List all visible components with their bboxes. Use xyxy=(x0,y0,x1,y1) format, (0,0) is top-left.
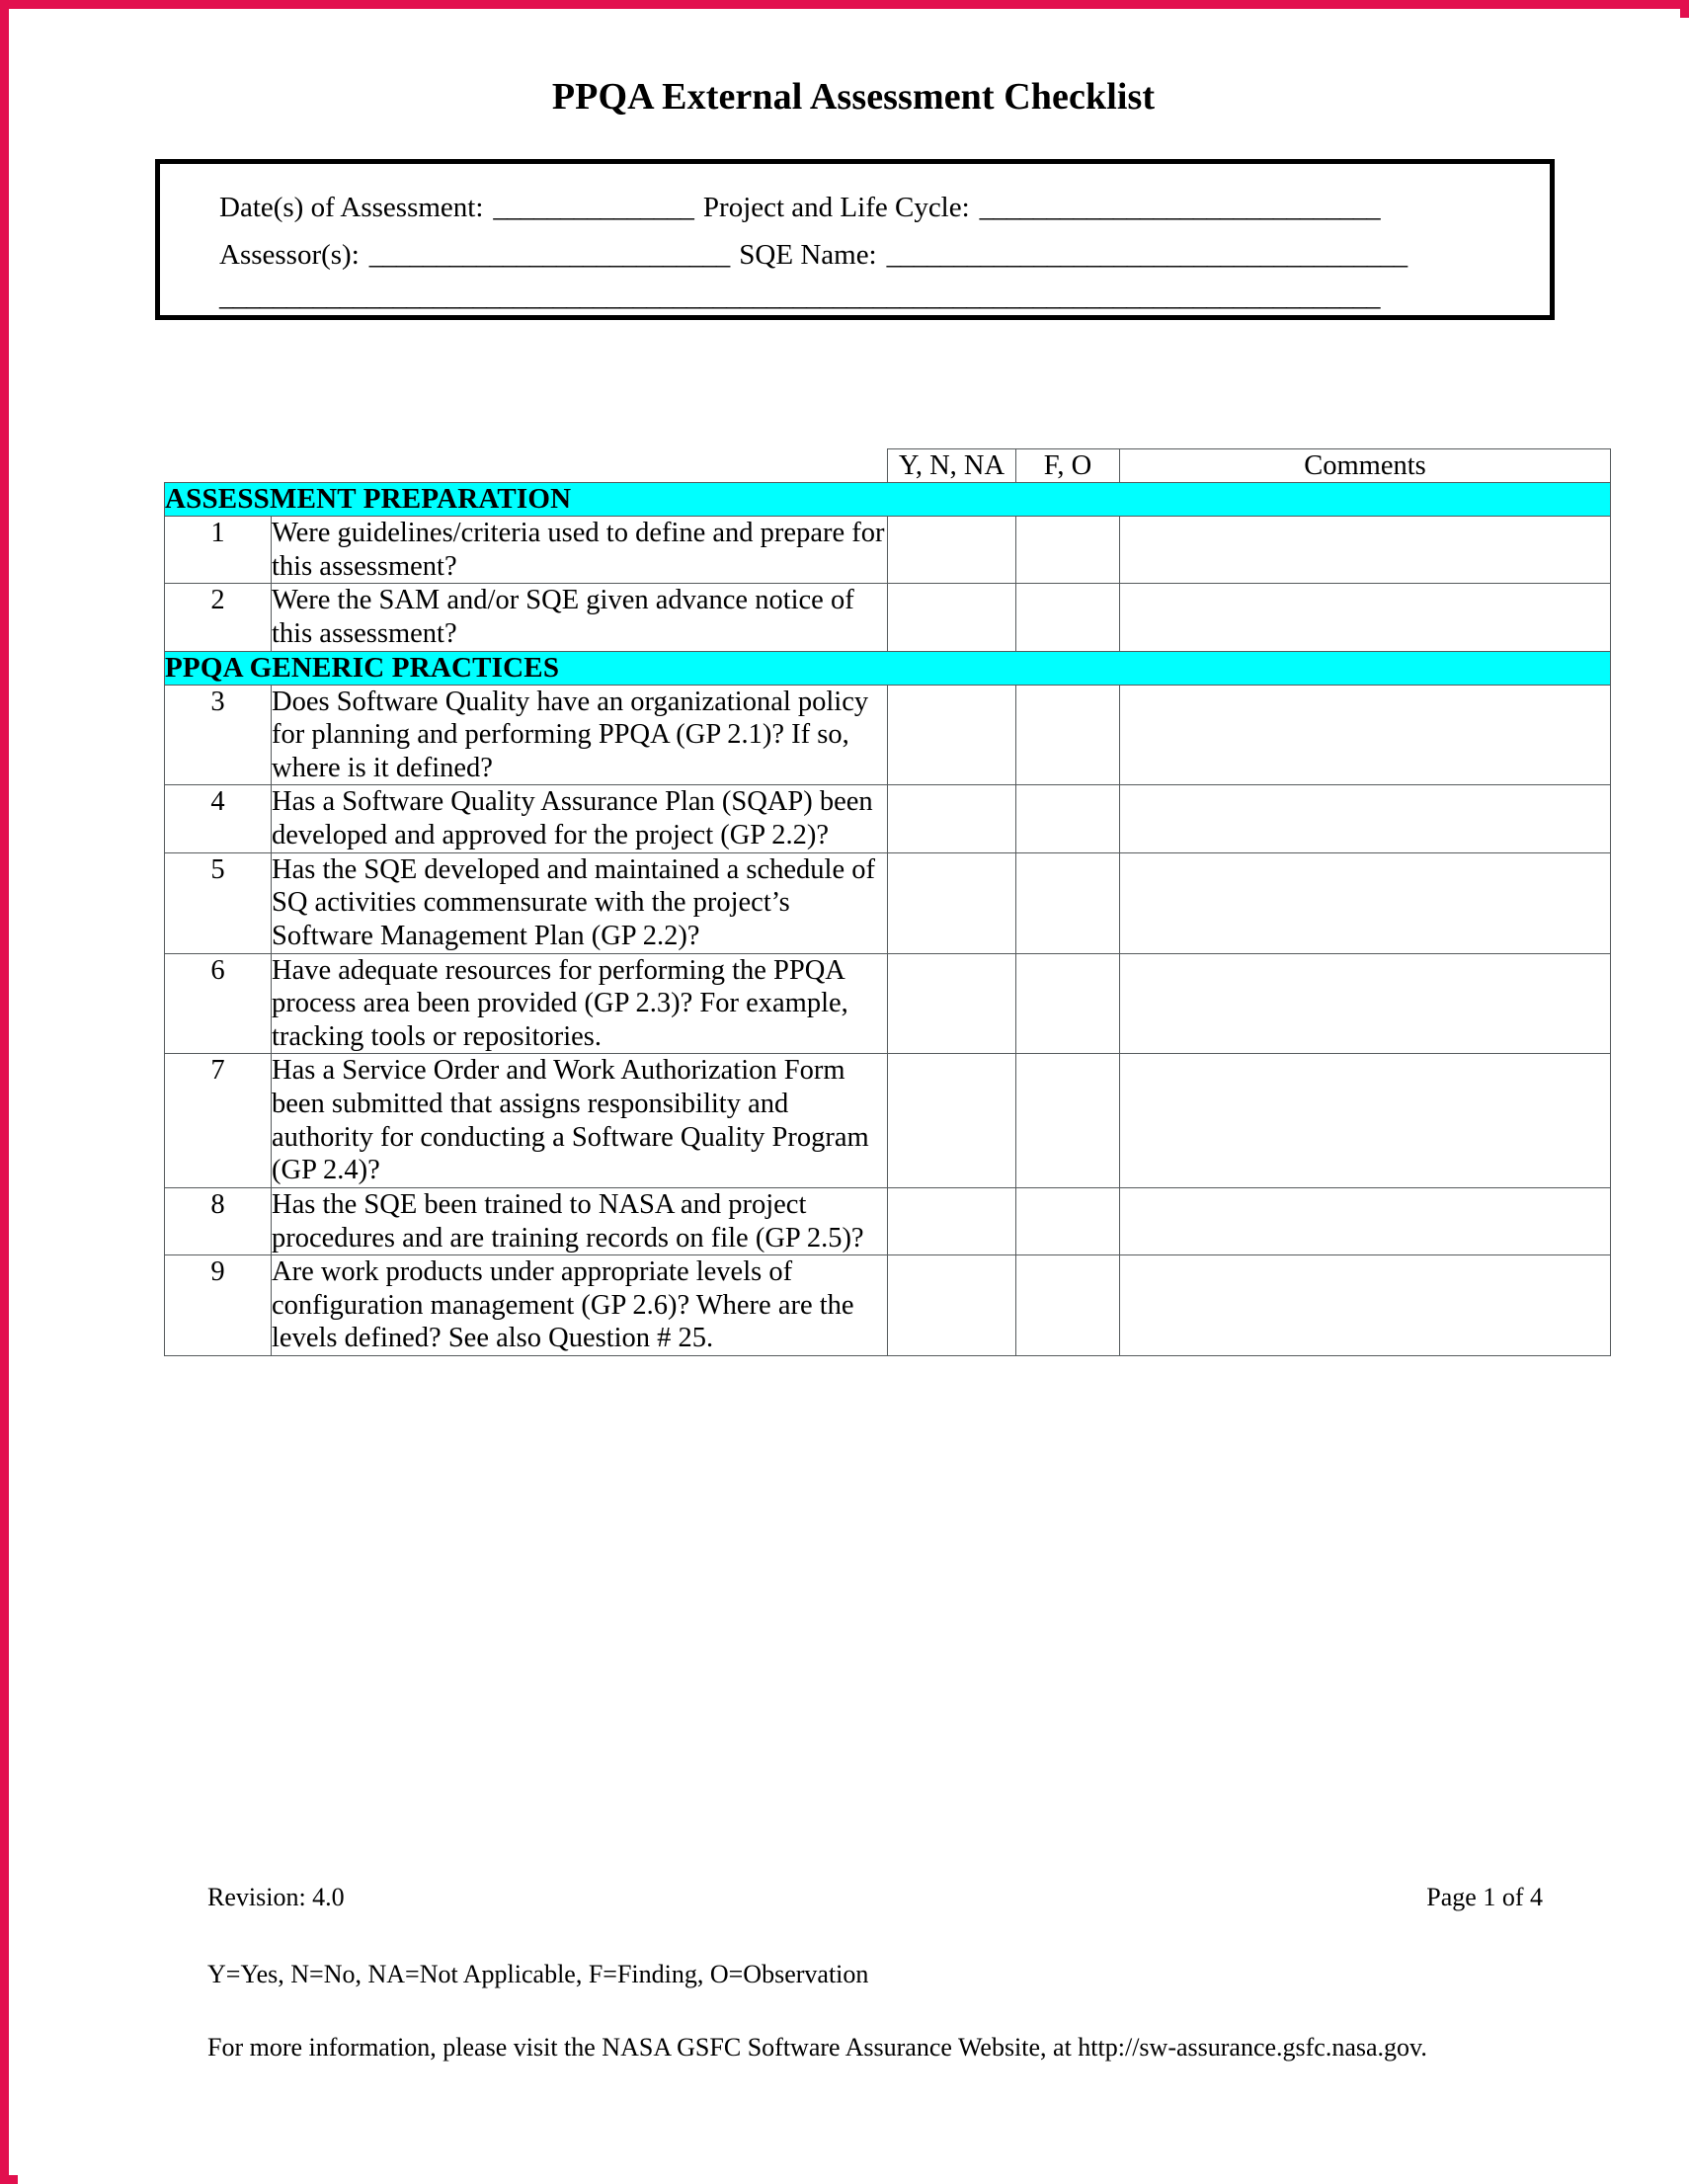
row-comments-input[interactable] xyxy=(1120,584,1611,651)
row-fo-input[interactable] xyxy=(1016,1054,1120,1188)
row-ynna-input[interactable] xyxy=(888,1054,1016,1188)
row-comments-input[interactable] xyxy=(1120,1054,1611,1188)
legend-text: Y=Yes, N=No, NA=Not Applicable, F=Finding, O=Observation xyxy=(207,1960,869,1988)
row-fo-input[interactable] xyxy=(1016,852,1120,953)
row-ynna-input[interactable] xyxy=(888,852,1016,953)
row-comments-input[interactable] xyxy=(1120,1187,1611,1254)
row-question: Have adequate resources for performing the PPQA process area been provided (GP 2.3)? For example, tracking tools or repositories. xyxy=(272,953,888,1054)
row-question: Has the SQE developed and maintained a schedule of SQ activities commensurate with the project’s Software Management Plan (GP 2.2)? xyxy=(272,852,888,953)
sqe-name-label: SQE Name: xyxy=(739,239,877,271)
row-question: Are work products under appropriate levels of configuration management (GP 2.6)? Where are the levels defined? See also Question # 25. xyxy=(272,1255,888,1356)
row-number: 6 xyxy=(165,953,272,1054)
header-number-blank xyxy=(165,449,272,483)
date-of-assessment-label: Date(s) of Assessment: xyxy=(219,192,484,223)
section-header-row xyxy=(165,483,1611,517)
row-fo-input[interactable] xyxy=(1016,1255,1120,1356)
assessment-header-box xyxy=(155,159,1555,320)
table-row xyxy=(165,953,1611,1054)
row-fo-input[interactable] xyxy=(1016,517,1120,584)
header-line-extra xyxy=(219,281,1380,313)
section-label-assessment-preparation: ASSESSMENT PREPARATION xyxy=(165,483,1611,517)
row-comments-input[interactable] xyxy=(1120,517,1611,584)
table-row xyxy=(165,1054,1611,1188)
row-number: 9 xyxy=(165,1255,272,1356)
header-ynna: Y, N, NA xyxy=(888,449,1016,483)
row-comments-input[interactable] xyxy=(1120,852,1611,953)
row-comments-input[interactable] xyxy=(1120,785,1611,852)
project-life-cycle-field[interactable]: ______________________________ xyxy=(979,192,1380,223)
sqe-name-field[interactable]: _______________________________________ xyxy=(886,239,1408,271)
row-question: Does Software Quality have an organizational policy for planning and performing PPQA (GP 2.1)? If so, where is it defined? xyxy=(272,685,888,785)
section-label-ppqa-generic-practices: PPQA GENERIC PRACTICES xyxy=(165,651,1611,685)
row-number: 2 xyxy=(165,584,272,651)
row-number: 4 xyxy=(165,785,272,852)
document-sheet xyxy=(18,18,1689,2184)
row-fo-input[interactable] xyxy=(1016,953,1120,1054)
table-row xyxy=(165,785,1611,852)
header-question-blank xyxy=(272,449,888,483)
page-title: PPQA External Assessment Checklist xyxy=(551,76,1156,118)
page-footer xyxy=(18,1883,1689,2062)
row-question: Were guidelines/criteria used to define and prepare for this assessment? xyxy=(272,517,888,584)
row-number: 3 xyxy=(165,685,272,785)
table-row xyxy=(165,685,1611,785)
table-row xyxy=(165,1187,1611,1254)
extra-blank-field[interactable]: _______________________________________________________________________________________ xyxy=(219,281,1380,312)
footer-top-row xyxy=(18,1883,1689,1922)
table-row xyxy=(165,852,1611,953)
row-fo-input[interactable] xyxy=(1016,785,1120,852)
row-comments-input[interactable] xyxy=(1120,1255,1611,1356)
row-fo-input[interactable] xyxy=(1016,685,1120,785)
table-row xyxy=(165,517,1611,584)
table-row xyxy=(165,1255,1611,1356)
checklist-body xyxy=(165,483,1611,1356)
header-line-assessor xyxy=(219,239,1407,272)
row-number: 7 xyxy=(165,1054,272,1188)
row-number: 5 xyxy=(165,852,272,953)
date-of-assessment-field[interactable]: _______________ xyxy=(493,192,693,223)
row-number: 1 xyxy=(165,517,272,584)
table-row xyxy=(165,584,1611,651)
row-number: 8 xyxy=(165,1187,272,1254)
page-number-label: Page 1 of 4 xyxy=(1426,1883,1543,1911)
row-question: Were the SAM and/or SQE given advance notice of this assessment? xyxy=(272,584,888,651)
row-ynna-input[interactable] xyxy=(888,517,1016,584)
project-life-cycle-label: Project and Life Cycle: xyxy=(702,192,970,223)
row-comments-input[interactable] xyxy=(1120,953,1611,1054)
row-question: Has a Software Quality Assurance Plan (SQAP) been developed and approved for the project (GP 2.2)? xyxy=(272,785,888,852)
assessors-label: Assessor(s): xyxy=(219,239,360,271)
row-fo-input[interactable] xyxy=(1016,1187,1120,1254)
row-ynna-input[interactable] xyxy=(888,685,1016,785)
table-header-row xyxy=(165,449,1611,483)
revision-label: Revision: 4.0 xyxy=(207,1883,345,1911)
section-header-row xyxy=(165,651,1611,685)
row-ynna-input[interactable] xyxy=(888,1187,1016,1254)
assessors-field[interactable]: ___________________________ xyxy=(368,239,730,271)
row-question: Has the SQE been trained to NASA and project procedures and are training records on file (GP 2.5)? xyxy=(272,1187,888,1254)
row-ynna-input[interactable] xyxy=(888,785,1016,852)
row-comments-input[interactable] xyxy=(1120,685,1611,785)
row-ynna-input[interactable] xyxy=(888,584,1016,651)
header-comments: Comments xyxy=(1120,449,1611,483)
header-fo: F, O xyxy=(1016,449,1120,483)
row-fo-input[interactable] xyxy=(1016,584,1120,651)
row-ynna-input[interactable] xyxy=(888,953,1016,1054)
header-line-date xyxy=(219,192,1380,224)
row-question: Has a Service Order and Work Authorization Form been submitted that assigns responsibility and authority for conducting a Software Quality Program (GP 2.4)? xyxy=(272,1054,888,1188)
checklist-table xyxy=(164,448,1611,1356)
row-ynna-input[interactable] xyxy=(888,1255,1016,1356)
more-information-text: For more information, please visit the NASA GSFC Software Assurance Website, at http://sw-assurance.gsfc.nasa.gov. xyxy=(207,2033,1427,2062)
